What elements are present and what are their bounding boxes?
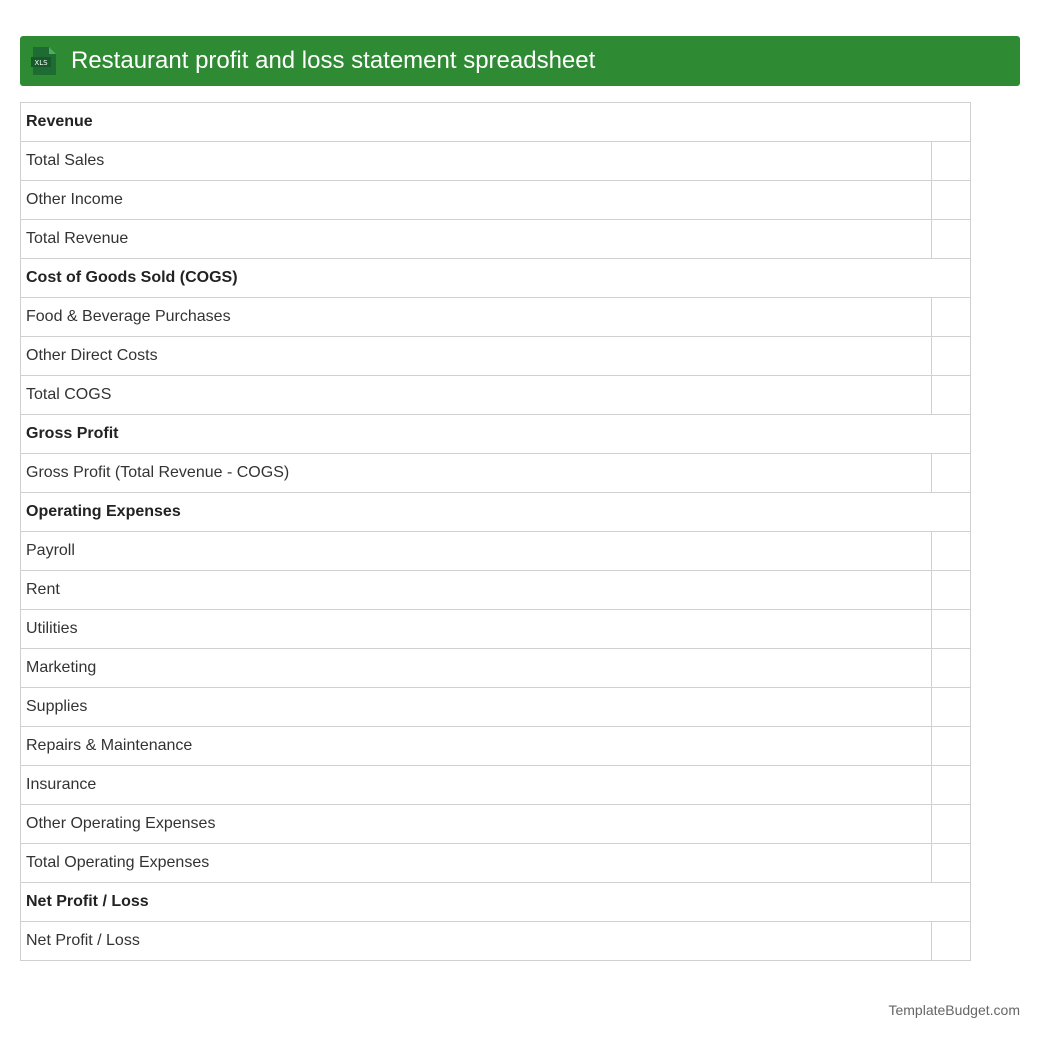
table-row: [21, 766, 971, 805]
svg-text:XLS: XLS: [34, 59, 48, 67]
row-label: Total Revenue: [21, 220, 932, 259]
table-row: [21, 727, 971, 766]
table-row: [21, 376, 971, 415]
row-label: Other Income: [21, 181, 932, 220]
table-row: [21, 649, 971, 688]
section-header-row: [21, 259, 971, 298]
table-row: [21, 844, 971, 883]
value-cell[interactable]: [932, 454, 971, 493]
section-header-row: [21, 883, 971, 922]
table-row: [21, 337, 971, 376]
table-row: [21, 181, 971, 220]
section-title: Net Profit / Loss: [21, 883, 971, 922]
row-label: Payroll: [21, 532, 932, 571]
row-label: Repairs & Maintenance: [21, 727, 932, 766]
value-cell[interactable]: [932, 376, 971, 415]
table-row: [21, 220, 971, 259]
table-row: [21, 298, 971, 337]
value-cell[interactable]: [932, 142, 971, 181]
page-title: Restaurant profit and loss statement spreadsheet: [71, 47, 596, 74]
section-header-row: [21, 415, 971, 454]
value-cell[interactable]: [932, 766, 971, 805]
row-label: Total Sales: [21, 142, 932, 181]
xls-file-icon: [31, 46, 57, 76]
value-cell[interactable]: [932, 337, 971, 376]
pl-statement-table: [20, 102, 971, 961]
section-title: Cost of Goods Sold (COGS): [21, 259, 971, 298]
section-header-row: [21, 103, 971, 142]
table-row: [21, 688, 971, 727]
value-cell[interactable]: [932, 727, 971, 766]
value-cell[interactable]: [932, 649, 971, 688]
table-row: [21, 922, 971, 961]
row-label: Rent: [21, 571, 932, 610]
value-cell[interactable]: [932, 922, 971, 961]
section-title: Gross Profit: [21, 415, 971, 454]
table-row: [21, 142, 971, 181]
table-row: [21, 805, 971, 844]
table-row: [21, 610, 971, 649]
row-label: Food & Beverage Purchases: [21, 298, 932, 337]
table-row: [21, 571, 971, 610]
value-cell[interactable]: [932, 805, 971, 844]
value-cell[interactable]: [932, 220, 971, 259]
value-cell[interactable]: [932, 610, 971, 649]
value-cell[interactable]: [932, 571, 971, 610]
value-cell[interactable]: [932, 844, 971, 883]
table-row: [21, 454, 971, 493]
row-label: Gross Profit (Total Revenue - COGS): [21, 454, 932, 493]
section-title: Operating Expenses: [21, 493, 971, 532]
row-label: Total Operating Expenses: [21, 844, 932, 883]
row-label: Supplies: [21, 688, 932, 727]
value-cell[interactable]: [932, 181, 971, 220]
row-label: Net Profit / Loss: [21, 922, 932, 961]
page-header: [20, 36, 1020, 86]
footer-brand[interactable]: TemplateBudget.com: [888, 1002, 1020, 1018]
value-cell[interactable]: [932, 298, 971, 337]
value-cell[interactable]: [932, 532, 971, 571]
section-title: Revenue: [21, 103, 971, 142]
value-cell[interactable]: [932, 688, 971, 727]
row-label: Marketing: [21, 649, 932, 688]
section-header-row: [21, 493, 971, 532]
row-label: Insurance: [21, 766, 932, 805]
row-label: Total COGS: [21, 376, 932, 415]
table-row: [21, 532, 971, 571]
row-label: Other Direct Costs: [21, 337, 932, 376]
row-label: Other Operating Expenses: [21, 805, 932, 844]
row-label: Utilities: [21, 610, 932, 649]
